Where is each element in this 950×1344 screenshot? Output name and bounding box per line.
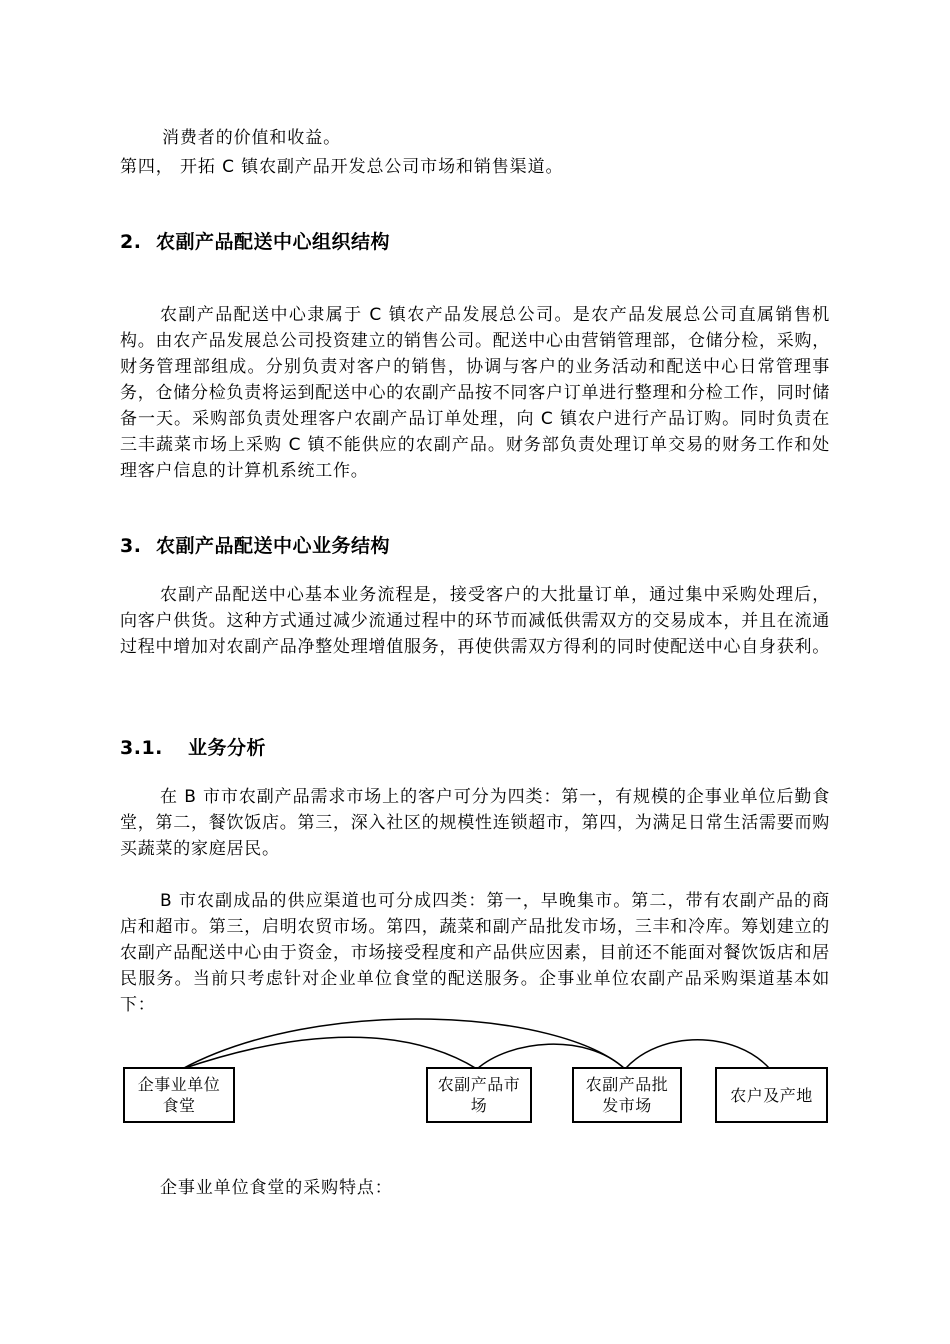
section-3-title: 农副产品配送中心业务结构	[156, 535, 391, 557]
section-2-title: 农副产品配送中心组织结构	[156, 231, 391, 253]
connector-canteen-to-market	[182, 1037, 477, 1069]
section-2-paragraph: 农副产品配送中心隶属于 C 镇农产品发展总公司。是农产品发展总公司直属销售机构。由农产品发展总公司投资建立的销售公司。配送中心由营销管理部，仓储分检，采购，财务管理部组成。分别负责对客户的销售，协调与客户的业务活动和配送中心日常管理事务，仓储分检负责将运到配送中心的农副产品按不同客户订单进行整理和分检工作，同时储备一天。采购部负责处理客户农副产品订单处理，向 C 镇农户进行产品订购。同时负责在三丰蔬菜市场上采购 C 镇不能供应的农副产品。财务部负责处理订单交易的财务工作和处理客户信息的计算机系统工作。	[120, 305, 830, 481]
box-farmers-origin-line1: 农户及产地	[730, 1085, 813, 1105]
section-3-1-number: 3.1.	[120, 737, 163, 759]
section-3-paragraph: 农副产品配送中心基本业务流程是，接受客户的大批量订单，通过集中采购处理后，向客户供货。这种方式通过减少流通过程中的环节而减低供需双方的交易成本，并且在流通过程中增加对农副产品净整处理增值服务，再使供需双方得利的同时使配送中心自身获利。	[120, 585, 830, 657]
box-farmers-origin	[715, 1067, 828, 1123]
box-enterprise-canteen-line1: 企事业单位	[137, 1075, 221, 1094]
intro-line-2: 第四， 开拓 C 镇农副产品开发总公司市场和销售渠道。	[120, 157, 564, 177]
box-wholesale-market-line1: 农副产品批	[585, 1075, 669, 1094]
section-3-1-paragraph-1: 在 B 市市农副产品需求市场上的客户可分为四类：第一，有规模的企事业单位后勤食堂，第二，餐饮饭店。第三，深入社区的规模性连锁超市，第四，为满足日常生活需要而购买蔬菜的家庭居民。	[120, 787, 830, 859]
section-3-1-paragraph-2: B 市农副成品的供应渠道也可分成四类：第一，早晚集市。第二，带有农副产品的商店和超市。第三，启明农贸市场。第四，蔬菜和副产品批发市场，三丰和冷库。筹划建立的农副产品配送中心由于资金，市场接受程度和产品供应因素，目前还不能面对餐饮饭店和居民服务。当前只考虑针对企业单位食堂的配送服务。企事业单位农副产品采购渠道基本如下：	[120, 891, 830, 1015]
connector-wholesale-to-farmers	[625, 1040, 770, 1069]
box-produce-market-line1: 农副产品市	[437, 1075, 521, 1094]
section-3-1-title: 业务分析	[188, 737, 267, 759]
connector-market-to-wholesale	[477, 1044, 625, 1069]
box-enterprise-canteen	[123, 1067, 235, 1123]
intro-line-1: 消费者的价值和收益。	[162, 128, 341, 148]
box-produce-market-line2: 场	[470, 1096, 488, 1115]
closing-line: 企事业单位食堂的采购特点：	[160, 1178, 393, 1198]
section-3-number: 3.	[120, 535, 142, 557]
box-enterprise-canteen-line2: 食堂	[162, 1096, 196, 1115]
section-2-number: 2.	[120, 231, 142, 253]
box-wholesale-market-line2: 发市场	[602, 1096, 652, 1115]
box-wholesale-market	[572, 1067, 682, 1123]
box-produce-market	[426, 1067, 532, 1123]
